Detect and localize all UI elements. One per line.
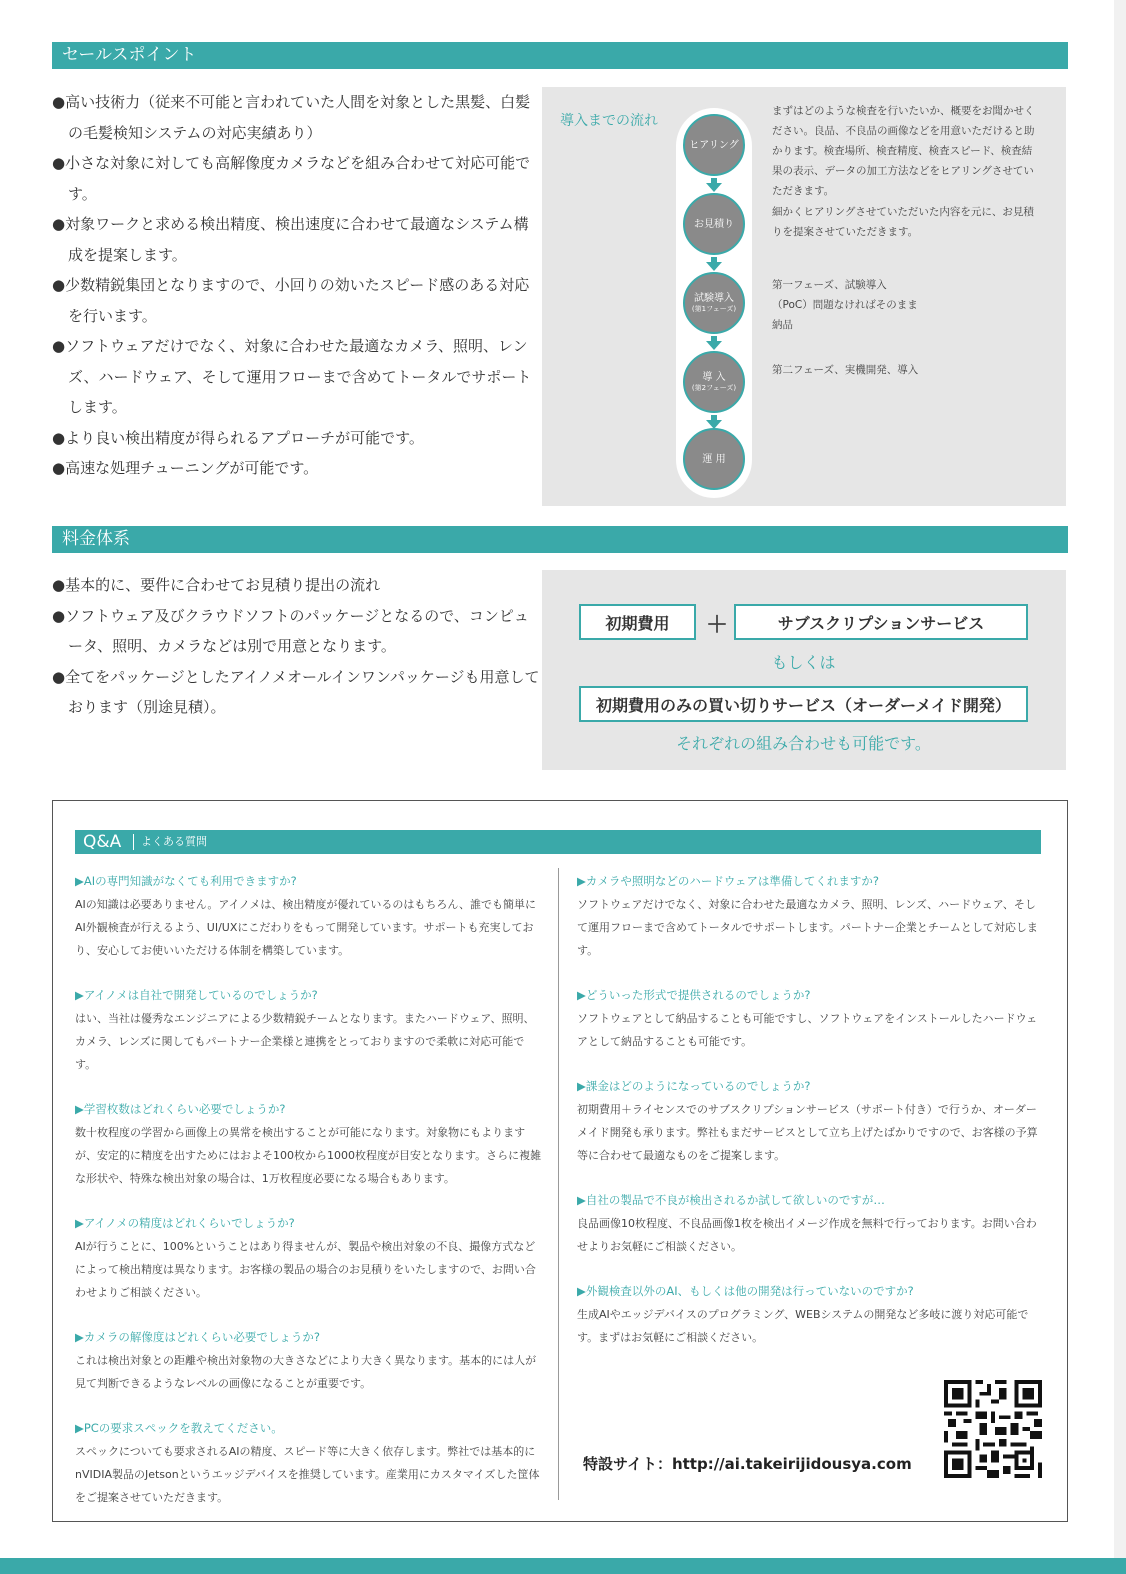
- combo-text: それぞれの組み合わせも可能です。: [676, 734, 931, 753]
- sales-bullet: ●少数精鋭集団となりますので、小回りの効いたスピード感のある対応を行います。: [52, 276, 530, 325]
- or-text: もしくは: [771, 653, 836, 672]
- flow-step-label: 導 入: [702, 371, 726, 383]
- flow-desc-deploy: 第二フェーズ、実機開発、導入: [772, 364, 919, 376]
- qa-answer: AIの知識は必要ありません。アイノメは、検出精度が優れているのはもちろん、誰でも簡単にAI外観検査が行えるよう、UI/UXにこだわりをもって開発しています。サポートも充実しており、安心してお使いいただける体制を構築しています。: [75, 898, 536, 957]
- qa-answer: これは検出対象との距離や検出対象物の大きさなどにより大きく異なります。基本的には人が見て判断できるようなレベルの画像になることが重要です。: [75, 1354, 537, 1390]
- qa-answer: 数十枚程度の学習から画像上の異常を検出することが可能になります。対象物にもよりますが、安定的に精度を出すためにはおよそ100枚から1000枚程度が目安となります。さらに複雑な形状や、特殊な検出対象の場合は、1万枚程度必要になる場合もあります。: [75, 1126, 542, 1185]
- qa-item: [75, 1417, 543, 1509]
- qa-right-column: [577, 870, 1045, 1371]
- sales-points-title: セールスポイント: [62, 45, 197, 65]
- sales-bullet: ●高い技術力（従来不可能と言われていた人間を対象とした黒髪、白髪の毛髪検知システムの対応実績あり）: [52, 93, 531, 142]
- qa-question: ▶どういった形式で提供されるのでしょうか?: [577, 988, 811, 1002]
- qa-item: [75, 1326, 543, 1395]
- qa-question: ▶カメラや照明などのハードウェアは準備してくれますか?: [577, 874, 879, 888]
- sales-bullet: ●小さな対象に対しても高解像度カメラなどを組み合わせて対応可能です。: [52, 154, 531, 203]
- flow-desc-estimate: 細かくヒアリングさせていただいた内容を元に、お見積りを提案させていただきます。: [772, 206, 1034, 238]
- qa-title: Q&A: [83, 832, 122, 852]
- qa-item: [75, 1098, 543, 1190]
- qa-question: ▶学習枚数はどれくらい必要でしょうか?: [75, 1102, 286, 1116]
- qa-subtitle: よくある質問: [141, 835, 207, 848]
- flow-desc-trial: 第一フェーズ、試験導入（PoC）問題なければそのまま納品: [772, 279, 918, 331]
- sales-bullet: ●対象ワークと求める検出精度、検出速度に合わせて最適なシステム構成を提案します。: [52, 215, 529, 264]
- qa-question: ▶外観検査以外のAI、もしくは他の開発は行っていないのですか?: [577, 1284, 914, 1298]
- buyout-label: 初期費用のみの買い切りサービス（オーダーメイド開発）: [596, 695, 1011, 715]
- qa-item: [577, 1280, 1045, 1349]
- flow-step-estimate: [683, 193, 745, 255]
- sales-points-header: [52, 42, 1068, 69]
- pricing-header: [52, 526, 1068, 553]
- qa-item: [577, 1189, 1045, 1258]
- qa-answer: ソフトウェアだけでなく、対象に合わせた最適なカメラ、照明、レンズ、ハードウェア、そして運用フローまで含めてトータルでサポートします。パートナー企業とチームとして対応します。: [577, 898, 1038, 957]
- qa-question: ▶課金はどのようになっているのでしょうか?: [577, 1079, 811, 1093]
- flow-step-label: お見積り: [694, 218, 734, 230]
- footer-bar: [0, 1558, 1126, 1574]
- qa-left-column: [75, 870, 543, 1531]
- qa-item: [75, 984, 543, 1076]
- flow-step-deploy: [683, 351, 745, 413]
- qa-question: ▶アイノメの精度はどれくらいでしょうか?: [75, 1216, 295, 1230]
- buyout-box: [579, 686, 1028, 722]
- qa-question: ▶AIの専門知識がなくても利用できますか?: [75, 874, 297, 888]
- qa-question: ▶自社の製品で不良が検出されるか試して欲しいのですが…: [577, 1193, 885, 1207]
- subscription-box: [734, 604, 1028, 640]
- qa-header: [75, 830, 1041, 854]
- qa-item: [577, 870, 1045, 962]
- qa-answer: ソフトウェアとして納品することも可能ですし、ソフトウェアをインストールしたハードウェアとして納品することも可能です。: [577, 1012, 1038, 1048]
- subscription-label: サブスクリプションサービス: [777, 613, 985, 633]
- qa-answer: スペックについても要求されるAIの精度、スピード等に大きく依存します。弊社では基本的にnVIDIA製品のJetsonというエッジデバイスを推奨しています。産業用にカスタマイズした筐体をご提案させていただきます。: [75, 1445, 540, 1504]
- qa-answer: はい、当社は優秀なエンジニアによる少数精鋭チームとなります。またハードウェア、照明、カメラ、レンズに関してもパートナー企業様と連携をとっておりますので柔軟に対応可能です。: [75, 1012, 535, 1071]
- qa-item: [75, 870, 543, 962]
- qa-question: ▶アイノメは自社で開発しているのでしょうか?: [75, 988, 318, 1002]
- sales-bullet: ●ソフトウェアだけでなく、対象に合わせた最適なカメラ、照明、レンズ、ハードウェア、そして運用フローまで含めてトータルでサポートします。: [52, 337, 532, 416]
- qa-item: [75, 1212, 543, 1304]
- flow-title: 導入までの流れ: [560, 113, 658, 129]
- flow-step-sub: (第1フェーズ): [691, 304, 737, 313]
- qr-code-icon[interactable]: [944, 1380, 1042, 1478]
- qa-question: ▶PCの要求スペックを教えてください。: [75, 1421, 283, 1435]
- pricing-title: 料金体系: [62, 529, 130, 549]
- flow-step-label: 試験導入: [694, 292, 734, 304]
- plus-icon: ＋: [706, 613, 729, 638]
- down-arrow-icon: [706, 262, 722, 271]
- flow-step-hearing: [683, 114, 745, 176]
- qa-column-divider: [558, 868, 559, 1500]
- down-arrow-icon: [706, 183, 722, 192]
- special-site-link[interactable]: 特設サイト：http://ai.takeirijidousya.com: [583, 1455, 912, 1473]
- page-edge-shadow: [1114, 0, 1126, 1558]
- sales-points-list: [52, 87, 542, 484]
- qa-question: ▶カメラの解像度はどれくらい必要でしょうか?: [75, 1330, 320, 1344]
- flow-step-sub: (第2フェーズ): [691, 383, 737, 392]
- initial-fee-box: [579, 604, 696, 640]
- qa-answer: 良品画像10枚程度、不良品画像1枚を検出イメージ作成を無料で行っております。お問い合わせよりお気軽にご相談ください。: [577, 1217, 1037, 1253]
- pricing-bullet: ●ソフトウェア及びクラウドソフトのパッケージとなるので、コンピュータ、照明、カメラなどは別で用意となります。: [52, 606, 529, 655]
- initial-fee-label: 初期費用: [605, 613, 670, 633]
- qa-header-separator: [133, 834, 134, 850]
- pricing-bullet: ●全てをパッケージとしたアイノメオールインワンパッケージも用意しております（別途見積）。: [52, 667, 540, 716]
- flow-step-label: ヒアリング: [689, 139, 739, 151]
- qa-answer: 初期費用＋ライセンスでのサブスクリプションサービス（サポート付き）で行うか、オーダーメイド開発も承ります。弊社もまだサービスとして立ち上げたばかりですので、お客様の予算等に合わせて最適なものをご提案します。: [577, 1103, 1038, 1162]
- sales-bullet: ●高速な処理チューニングが可能です。: [52, 459, 319, 477]
- pricing-list: [52, 570, 542, 723]
- qa-item: [577, 984, 1045, 1053]
- flow-step-label: 運 用: [702, 453, 726, 465]
- qa-answer: 生成AIやエッジデバイスのプログラミング、WEBシステムの開発など多岐に渡り対応可能です。まずはお気軽にご相談ください。: [577, 1308, 1029, 1344]
- down-arrow-icon: [706, 341, 722, 350]
- flow-desc-hearing: まずはどのような検査を行いたいか、概要をお聞かせください。良品、不良品の画像などを用意いただけると助かります。検査場所、検査精度、検査スピード、検査結果の表示、データの加工方法などをヒアリングさせていただきます。: [772, 105, 1035, 197]
- flow-step-trial: [683, 272, 745, 334]
- qa-answer: AIが行うことに、100%ということはあり得ませんが、製品や検出対象の不良、撮像方式などによって検出精度は異なります。お客様の製品の場合のお見積りをいたしますので、お問い合わせよりご相談ください。: [75, 1240, 536, 1299]
- flow-step-operation: [683, 428, 745, 490]
- qa-item: [577, 1075, 1045, 1167]
- pricing-bullet: ●基本的に、要件に合わせてお見積り提出の流れ: [52, 576, 381, 594]
- sales-bullet: ●より良い検出精度が得られるアプローチが可能です。: [52, 428, 424, 447]
